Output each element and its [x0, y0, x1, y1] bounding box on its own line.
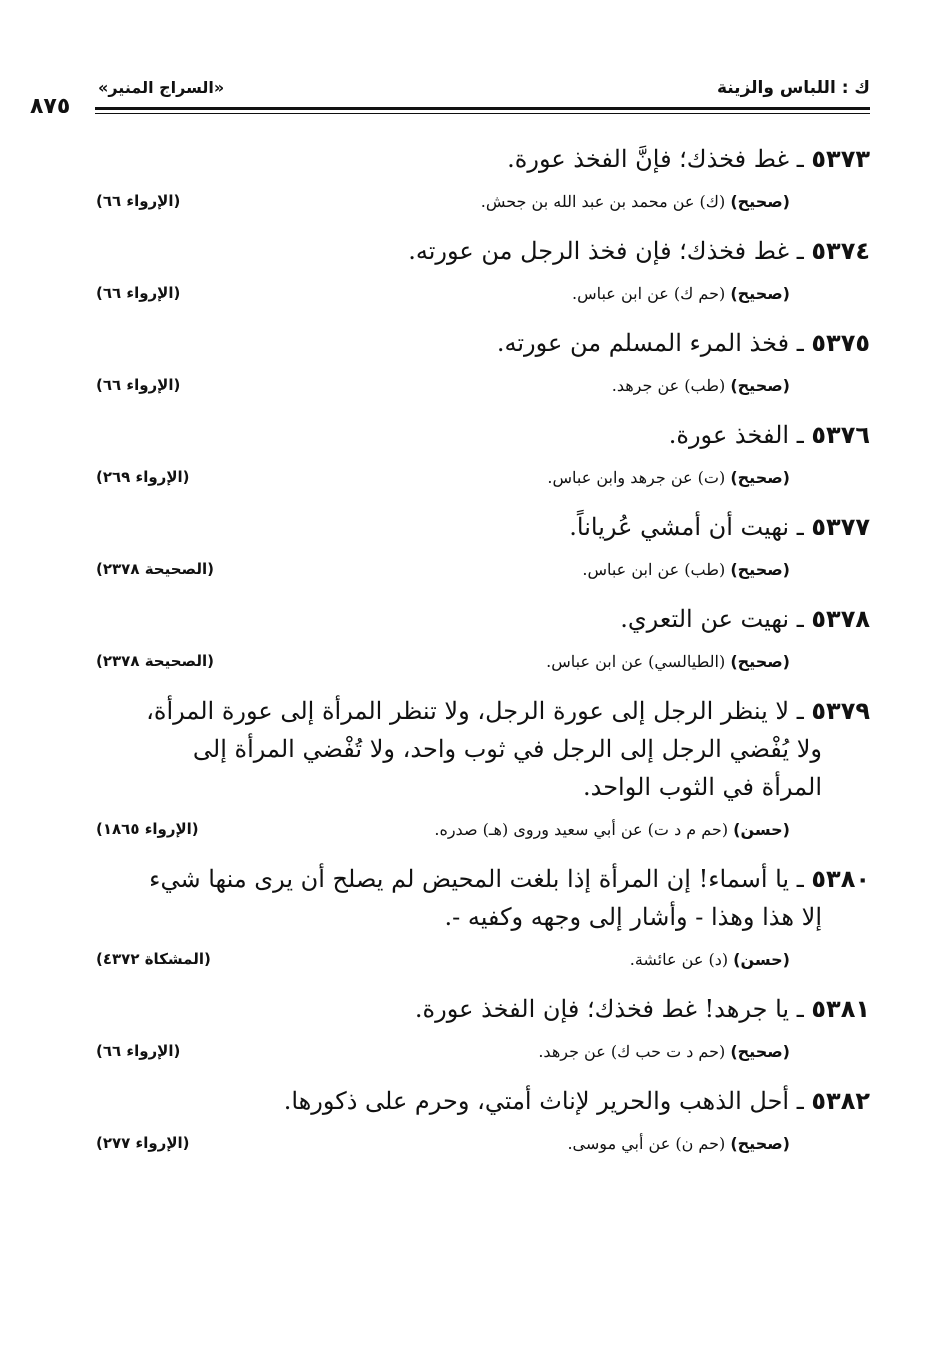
hadith-body: نهيت أن أمشي عُرياناً.: [569, 513, 790, 541]
hadith-grade: (صحيح): [730, 284, 790, 303]
hadith-text: ٥٣٨٢ ـ أحل الذهب والحرير لإناث أمتي، وحرم على ذكورها.: [283, 1087, 870, 1115]
hadith-text: ٥٣٧٩ ـ لا ينظر الرجل إلى عورة الرجل، ولا تنظر المرأة إلى عورة المرأة، ولا يُفْضي الرجل إلى الرجل في ثوب واحد، ولا تُفْضي المرأة إلى المرأة في الثوب الواحد.: [80, 692, 870, 806]
hadith-body: لا ينظر الرجل إلى عورة الرجل، ولا تنظر المرأة إلى عورة المرأة،: [146, 697, 790, 725]
hadith-list: [80, 140, 870, 1174]
hadith-number: ٥٣٧٧: [811, 513, 870, 541]
hadith-source-row: [80, 936, 870, 990]
page-header: [30, 70, 870, 120]
hadith-source: [538, 1042, 790, 1061]
hadith-text: ٥٣٧٥ ـ فخذ المرء المسلم من عورته.: [496, 329, 870, 357]
hadith-grade: (صحيح): [730, 376, 790, 395]
hadith-source: [567, 1134, 790, 1153]
header-rule: [95, 107, 870, 110]
hadith-narrator: (د) عن عائشة.: [629, 950, 729, 969]
hadith-source-row: [80, 546, 870, 600]
hadith-source: [434, 820, 790, 839]
page-number: ٨٧٥: [30, 94, 71, 119]
hadith-entry: [80, 1082, 870, 1174]
hadith-reference: (الإرواء ٦٦): [96, 1042, 181, 1060]
hadith-reference: (الإرواء ٢٦٩): [96, 468, 190, 486]
hadith-grade: (صحيح): [730, 468, 790, 487]
hadith-reference: (الإرواء ٦٦): [96, 284, 181, 302]
hadith-entry: [80, 140, 870, 232]
hadith-source: [481, 192, 790, 211]
hadith-number: ٥٣٧٥: [811, 329, 870, 357]
hadith-narrator: (ت) عن جرهد وابن عباس.: [547, 468, 726, 487]
book-title: «السراج المنير»: [98, 78, 225, 97]
hadith-entry: [80, 416, 870, 508]
hadith-reference: (الإرواء ٦٦): [96, 192, 181, 210]
hadith-grade: (صحيح): [730, 560, 790, 579]
hadith-body: الفخذ عورة.: [668, 421, 790, 449]
hadith-grade: (صحيح): [730, 1042, 790, 1061]
hadith-entry: [80, 860, 870, 990]
hadith-body: نهيت عن التعري.: [620, 605, 790, 633]
hadith-reference: (الإرواء ٢٧٧): [96, 1134, 190, 1152]
hadith-source-row: [80, 270, 870, 324]
hadith-narrator: (حم ن) عن أبي موسى.: [567, 1134, 726, 1153]
hadith-source-row: [80, 178, 870, 232]
hadith-number: ٥٣٧٨: [811, 605, 870, 633]
hadith-grade: (صحيح): [730, 652, 790, 671]
hadith-source: [630, 950, 790, 969]
hadith-number: ٥٣٧٤: [811, 237, 870, 265]
hadith-source-row: [80, 454, 870, 508]
hadith-narrator: (حم ك) عن ابن عباس.: [571, 284, 726, 303]
hadith-body-line-3: المرأة في الثوب الواحد.: [582, 773, 822, 801]
hadith-text: ٥٣٧٨ ـ نهيت عن التعري.: [620, 605, 870, 633]
hadith-entry: [80, 692, 870, 860]
header-rule-thin: [95, 113, 870, 114]
hadith-number: ٥٣٧٩: [811, 697, 870, 725]
hadith-source-row: [80, 362, 870, 416]
hadith-reference: (الإرواء ١٨٦٥): [96, 820, 199, 838]
hadith-entry: [80, 232, 870, 324]
hadith-body: أحل الذهب والحرير لإناث أمتي، وحرم على ذكورها.: [283, 1087, 790, 1115]
hadith-number: ٥٣٨١: [811, 995, 870, 1023]
hadith-body: غط فخذك؛ فإن فخذ الرجل من عورته.: [408, 237, 790, 265]
hadith-narrator: (طب) عن ابن عباس.: [582, 560, 726, 579]
hadith-entry: [80, 508, 870, 600]
hadith-number: ٥٣٧٦: [811, 421, 870, 449]
hadith-text: ٥٣٧٧ ـ نهيت أن أمشي عُرياناً.: [569, 513, 870, 541]
hadith-reference: (الإرواء ٦٦): [96, 376, 181, 394]
hadith-text: ٥٣٧٤ ـ غط فخذك؛ فإن فخذ الرجل من عورته.: [408, 237, 870, 265]
hadith-source-row: [80, 638, 870, 692]
hadith-source-row: [80, 806, 870, 860]
hadith-reference: (الصحيحة ٢٣٧٨): [96, 560, 214, 578]
hadith-source: [582, 560, 790, 579]
hadith-grade: (حسن): [733, 950, 790, 969]
hadith-text: ٥٣٧٦ ـ الفخذ عورة.: [668, 421, 870, 449]
hadith-number: ٥٣٨٢: [811, 1087, 870, 1115]
hadith-number: ٥٣٨٠: [811, 865, 870, 893]
hadith-text: ٥٣٨١ ـ يا جرهد! غط فخذك؛ فإن الفخذ عورة.: [414, 995, 870, 1023]
hadith-narrator: (طب) عن جرهد.: [611, 376, 726, 395]
hadith-grade: (صحيح): [730, 192, 790, 211]
hadith-source: [546, 652, 790, 671]
hadith-number: ٥٣٧٣: [811, 145, 870, 173]
hadith-text: ٥٣٧٣ ـ غط فخذك؛ فإنَّ الفخذ عورة.: [507, 145, 870, 173]
hadith-source: [612, 376, 790, 395]
hadith-reference: (الصحيحة ٢٣٧٨): [96, 652, 214, 670]
hadith-source: [547, 468, 790, 487]
hadith-narrator: (حم د ت حب ك) عن جرهد.: [538, 1042, 726, 1061]
hadith-grade: (حسن): [733, 820, 790, 839]
hadith-body: غط فخذك؛ فإنَّ الفخذ عورة.: [507, 145, 790, 173]
hadith-reference: (المشكاة ٤٣٧٢): [96, 950, 211, 968]
hadith-source-row: [80, 1120, 870, 1174]
hadith-body: فخذ المرء المسلم من عورته.: [496, 329, 790, 357]
hadith-narrator: (حم م د ت) عن أبي سعيد وروى (هـ) صدره.: [434, 820, 729, 839]
hadith-source: [572, 284, 790, 303]
hadith-body: يا جرهد! غط فخذك؛ فإن الفخذ عورة.: [414, 995, 790, 1023]
hadith-narrator: (ك) عن محمد بن عبد الله بن جحش.: [480, 192, 726, 211]
hadith-source-row: [80, 1028, 870, 1082]
hadith-body: يا أسماء! إن المرأة إذا بلغت المحيض لم يصلح أن يرى منها شيء: [149, 865, 790, 893]
hadith-entry: [80, 600, 870, 692]
hadith-entry: [80, 990, 870, 1082]
hadith-body-line-2: إلا هذا وهذا - وأشار إلى وجهه وكفيه -.: [444, 903, 822, 931]
hadith-body-line-2: ولا يُفْضي الرجل إلى الرجل في ثوب واحد، ولا تُفْضي المرأة إلى: [192, 735, 822, 763]
hadith-narrator: (الطيالسي) عن ابن عباس.: [546, 652, 726, 671]
hadith-entry: [80, 324, 870, 416]
hadith-grade: (صحيح): [730, 1134, 790, 1153]
hadith-text: ٥٣٨٠ ـ يا أسماء! إن المرأة إذا بلغت المحيض لم يصلح أن يرى منها شيء إلا هذا وهذا - وأشار إلى وجهه وكفيه -.: [80, 860, 870, 936]
chapter-title: ك : اللباس والزينة: [716, 78, 870, 98]
